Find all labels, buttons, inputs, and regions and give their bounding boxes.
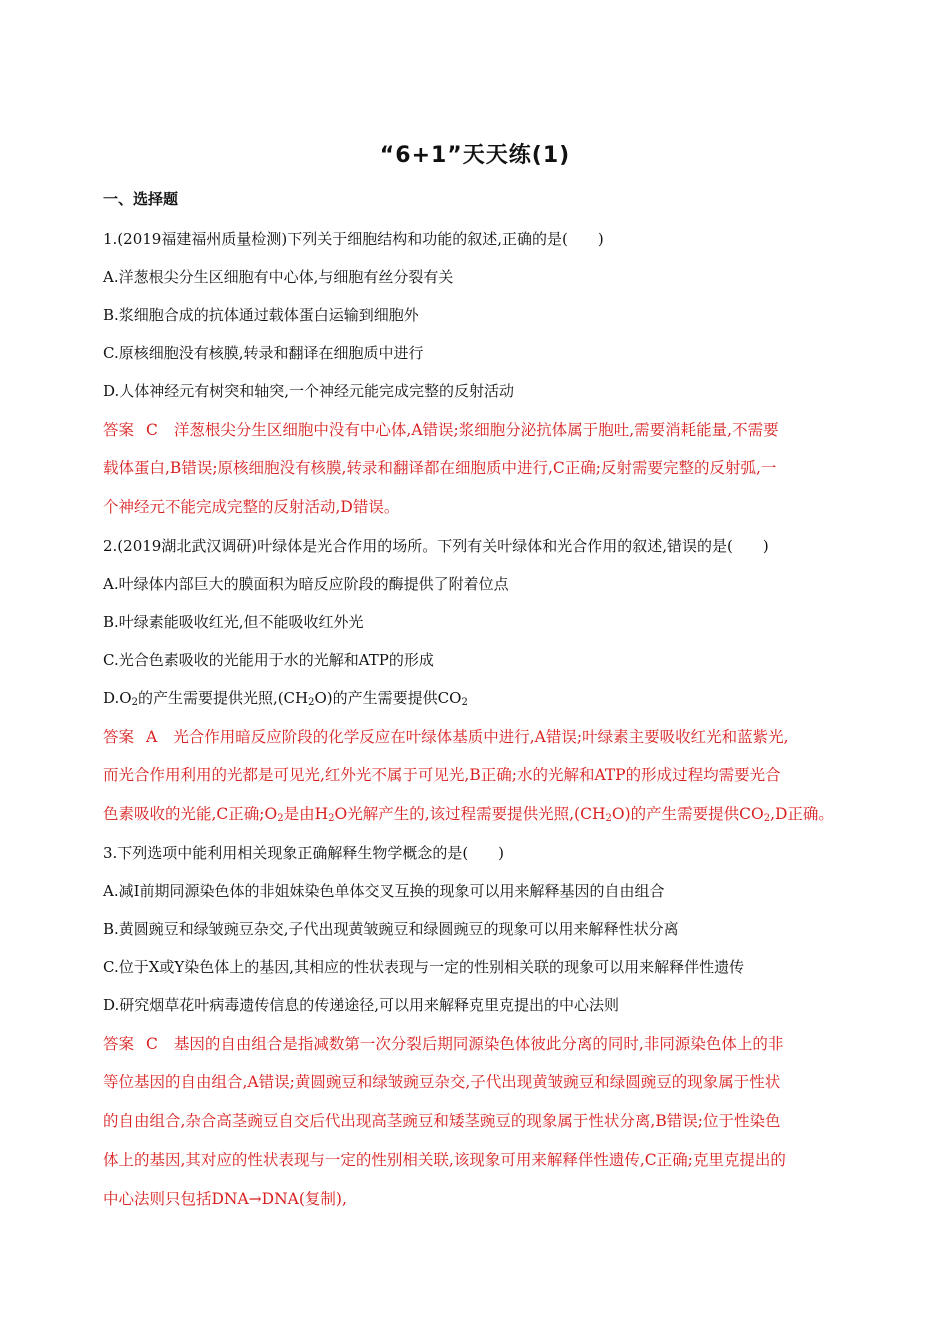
subscript: 2 (308, 697, 315, 708)
question-3-explanation-3: 的自由组合,杂合高茎豌豆自交后代出现高茎豌豆和矮茎豌豆的现象属于性状分离,B错误;位于性染色 (103, 1112, 781, 1130)
question-1-explanation-2: 载体蛋白,B错误;原核细胞没有核膜,转录和翻译都在细胞质中进行,C正确;反射需要完整的反射弧,一 (103, 459, 777, 477)
question-1-stem: 1.(2019福建福州质量检测)下列关于细胞结构和功能的叙述,正确的是( ) (103, 230, 604, 248)
question-1-option-b: B.浆细胞合成的抗体通过载体蛋白运输到细胞外 (103, 306, 419, 324)
page-title: “6+1”天天练(1) (379, 143, 571, 168)
answer-label: 答案 (103, 1035, 135, 1053)
question-3-explanation-2: 等位基因的自由组合,A错误;黄圆豌豆和绿皱豌豆杂交,子代出现黄皱豌豆和绿圆豌豆的现象属于性状 (103, 1073, 781, 1091)
question-1-answer (103, 420, 779, 440)
question-2-option-d (103, 688, 468, 708)
question-3-explanation-5: 中心法则只包括DNA→DNA(复制), (103, 1190, 347, 1208)
subscript: 2 (605, 813, 612, 824)
section-heading: 一、选择题 (103, 190, 179, 208)
text-fragment: O光解产生的,该过程需要提供光照,(CH (334, 805, 606, 823)
explanation-line: 光合作用暗反应阶段的化学反应在叶绿体基质中进行,A错误;叶绿素主要吸收红光和蓝紫光, (173, 728, 789, 746)
answer-label: 答案 (103, 728, 135, 746)
question-3-option-b: B.黄圆豌豆和绿皱豌豆杂交,子代出现黄皱豌豆和绿圆豌豆的现象可以用来解释性状分离 (103, 920, 679, 938)
question-3-answer (103, 1034, 783, 1054)
answer-key: C (146, 1035, 158, 1053)
question-2-stem: 2.(2019湖北武汉调研)叶绿体是光合作用的场所。下列有关叶绿体和光合作用的叙述,错误的是( ) (103, 537, 769, 555)
text-fragment: O)的产生需要提供CO (611, 805, 764, 823)
question-3-option-d: D.研究烟草花叶病毒遗传信息的传递途径,可以用来解释克里克提出的中心法则 (103, 996, 620, 1014)
subscript: 2 (328, 813, 335, 824)
question-1-option-d: D.人体神经元有树突和轴突,一个神经元能完成完整的反射活动 (103, 382, 515, 400)
text-fragment: O)的产生需要提供CO (314, 689, 462, 707)
question-2-explanation-2: 而光合作用利用的光都是可见光,红外光不属于可见光,B正确;水的光解和ATP的形成过程均需要光合 (103, 766, 781, 784)
subscript: 2 (131, 697, 138, 708)
text-fragment: 是由H (283, 805, 329, 823)
answer-key: C (146, 421, 158, 439)
text-fragment: 的产生需要提供光照,(CH (137, 689, 309, 707)
question-2-answer (103, 727, 789, 747)
explanation-line: 洋葱根尖分生区细胞中没有中心体,A错误;浆细胞分泌抗体属于胞吐,需要消耗能量,不需要 (173, 421, 779, 439)
question-3-option-a: A.减Ⅰ前期同源染色体的非姐妹染色单体交叉互换的现象可以用来解释基因的自由组合 (103, 882, 665, 900)
question-3-option-c: C.位于X或Y染色体上的基因,其相应的性状表现与一定的性别相关联的现象可以用来解释伴性遗传 (103, 958, 745, 976)
question-1-explanation-3: 个神经元不能完成完整的反射活动,D错误。 (103, 498, 400, 516)
question-3-stem: 3.下列选项中能利用相关现象正确解释生物学概念的是( ) (103, 844, 505, 862)
question-2-option-a: A.叶绿体内部巨大的膜面积为暗反应阶段的酶提供了附着位点 (103, 575, 509, 593)
text-fragment: 色素吸收的光能,C正确;O (103, 805, 278, 823)
question-2-explanation-3 (103, 804, 834, 824)
subscript: 2 (461, 697, 468, 708)
text-fragment: ,D正确。 (770, 805, 834, 823)
answer-label: 答案 (103, 421, 135, 439)
answer-key: A (146, 728, 158, 746)
explanation-line: 基因的自由组合是指减数第一次分裂后期同源染色体彼此分离的同时,非同源染色体上的非 (173, 1035, 784, 1053)
question-2-option-c: C.光合色素吸收的光能用于水的光解和ATP的形成 (103, 651, 434, 669)
question-2-option-b: B.叶绿素能吸收红光,但不能吸收红外光 (103, 613, 364, 631)
question-3-explanation-4: 体上的基因,其对应的性状表现与一定的性别相关联,该现象可用来解释伴性遗传,C正确;克里克提出的 (103, 1151, 786, 1169)
subscript: 2 (277, 813, 284, 824)
text-fragment: D.O (103, 689, 132, 707)
subscript: 2 (763, 813, 771, 824)
question-1-option-c: C.原核细胞没有核膜,转录和翻译在细胞质中进行 (103, 344, 424, 362)
question-1-option-a: A.洋葱根尖分生区细胞有中心体,与细胞有丝分裂有关 (103, 268, 454, 286)
